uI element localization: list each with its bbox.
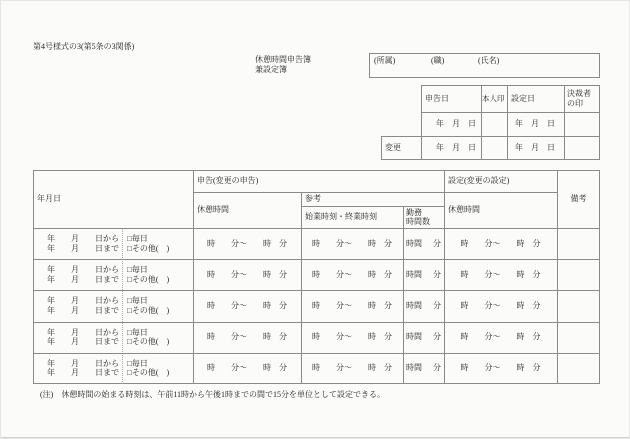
checkbox-daily: □毎日 (127, 327, 148, 337)
pattern-cell (127, 290, 193, 321)
declared-break-time-cell: 時 分～ 時 分 (207, 238, 287, 248)
table-row (33, 322, 600, 353)
date-range-cell (33, 228, 119, 259)
change-label: 変更 (385, 143, 401, 152)
hours-unit: 時間 (406, 269, 422, 279)
header-reference: 参考 (305, 194, 321, 203)
identity-box (369, 53, 600, 78)
checkbox-other: □その他( ) (127, 368, 170, 378)
date-from: 年 月 日から (47, 296, 119, 306)
form-title-line2: 兼設定簿 (255, 65, 287, 74)
name-label: (氏名) (478, 56, 500, 65)
self-seal-field (482, 112, 507, 136)
set-break-time-cell: 時 分～ 時 分 (460, 332, 541, 342)
stamp-table (381, 85, 600, 160)
self-seal-header: 本人印 (482, 93, 505, 103)
header-set-break-time: 休憩時間 (448, 205, 480, 214)
date-range-cell (33, 353, 119, 384)
declaration-date-value: 年 月 日 (436, 119, 476, 128)
working-hours-cell (403, 322, 444, 353)
date-from: 年 月 日から (47, 265, 119, 275)
footnote: (注) 休憩時間の始まる時刻は、午前11時から午後1時までの間で15分を単位として設定できる。 (40, 390, 386, 399)
declared-break-time-cell: 時 分～ 時 分 (207, 363, 287, 373)
setting-date-value: 年 月 日 (515, 119, 555, 128)
remarks-cell (557, 353, 600, 384)
checkbox-daily: □毎日 (127, 358, 148, 368)
setting-date-header: 設定日 (511, 93, 535, 103)
pattern-cell (127, 322, 193, 353)
declared-break-time-cell: 時 分～ 時 分 (207, 269, 287, 279)
pattern-cell (127, 259, 193, 290)
start-end-time-cell: 時 分～ 時 分 (312, 300, 392, 310)
start-end-time-cell: 時 分～ 時 分 (312, 238, 392, 248)
date-to: 年 月 日まで (47, 274, 119, 284)
header-declared-break-time: 休憩時間 (197, 205, 229, 214)
pattern-cell (127, 228, 193, 259)
minutes-unit: 分 (433, 269, 441, 279)
hours-unit: 時間 (406, 332, 422, 342)
checkbox-other: □その他( ) (127, 243, 170, 253)
change-declaration-date-value: 年 月 日 (436, 143, 476, 152)
date-to: 年 月 日まで (47, 368, 119, 378)
start-end-time-cell: 時 分～ 時 分 (312, 332, 392, 342)
set-break-time-cell: 時 分～ 時 分 (460, 363, 541, 373)
start-end-time-cell: 時 分～ 時 分 (312, 363, 392, 373)
remarks-cell (557, 290, 600, 321)
remarks-cell (557, 259, 600, 290)
table-body (33, 228, 600, 384)
date-to: 年 月 日まで (47, 243, 119, 253)
checkbox-daily: □毎日 (127, 296, 148, 306)
minutes-unit: 分 (433, 300, 441, 310)
form-title-line1: 休憩時間申告簿 (255, 55, 311, 64)
affiliation-label: (所属) (374, 56, 396, 65)
date-from: 年 月 日から (47, 234, 119, 244)
working-hours-cell (403, 259, 444, 290)
date-to: 年 月 日まで (47, 305, 119, 315)
remarks-cell (557, 228, 600, 259)
table-row (33, 228, 600, 259)
working-hours-cell (403, 353, 444, 384)
minutes-unit: 分 (433, 332, 441, 342)
change-self-seal-field (482, 136, 507, 160)
minutes-unit: 分 (433, 363, 441, 373)
date-to: 年 月 日まで (47, 337, 119, 347)
set-break-time-cell: 時 分～ 時 分 (460, 300, 541, 310)
hours-unit: 時間 (406, 363, 422, 373)
approver-seal-field (565, 112, 599, 136)
checkbox-other: □その他( ) (127, 305, 170, 315)
table-row (33, 259, 600, 290)
header-start-end-time: 始業時刻・終業時刻 (305, 212, 377, 221)
header-setting-group: 設定(変更の設定) (448, 176, 510, 185)
set-break-time-cell: 時 分～ 時 分 (460, 269, 541, 279)
working-hours-cell (403, 290, 444, 321)
date-range-cell (33, 290, 119, 321)
main-table (33, 170, 600, 384)
remarks-cell (557, 322, 600, 353)
set-break-time-cell: 時 分～ 時 分 (460, 238, 541, 248)
checkbox-daily: □毎日 (127, 265, 148, 275)
header-remarks: 備考 (570, 194, 587, 203)
date-range-cell (33, 259, 119, 290)
declared-break-time-cell: 時 分～ 時 分 (207, 300, 287, 310)
change-approver-seal-field (565, 136, 599, 160)
declaration-date-header: 申告日 (425, 93, 449, 103)
pattern-cell (127, 353, 193, 384)
form-number: 第4号様式の3(第5条の3関係) (33, 42, 135, 51)
date-from: 年 月 日から (47, 327, 119, 337)
working-hours-cell (403, 228, 444, 259)
date-from: 年 月 日から (47, 358, 119, 368)
header-date-col: 年月日 (37, 194, 61, 203)
change-setting-date-value: 年 月 日 (515, 143, 555, 152)
minutes-unit: 分 (433, 238, 441, 248)
checkbox-other: □その他( ) (127, 337, 170, 347)
declared-break-time-cell: 時 分～ 時 分 (207, 332, 287, 342)
table-row (33, 290, 600, 321)
form-title (255, 55, 311, 75)
hours-unit: 時間 (406, 238, 422, 248)
checkbox-other: □その他( ) (127, 274, 170, 284)
checkbox-daily: □毎日 (127, 234, 148, 244)
header-working-hours: 勤務 時間数 (406, 207, 430, 226)
approver-seal-header: 決裁者 の印 (567, 89, 591, 108)
header-declaration-group: 申告(変更の申告) (197, 176, 259, 185)
date-range-cell (33, 322, 119, 353)
position-label: (職) (431, 56, 445, 65)
start-end-time-cell: 時 分～ 時 分 (312, 269, 392, 279)
table-row (33, 353, 600, 384)
hours-unit: 時間 (406, 300, 422, 310)
